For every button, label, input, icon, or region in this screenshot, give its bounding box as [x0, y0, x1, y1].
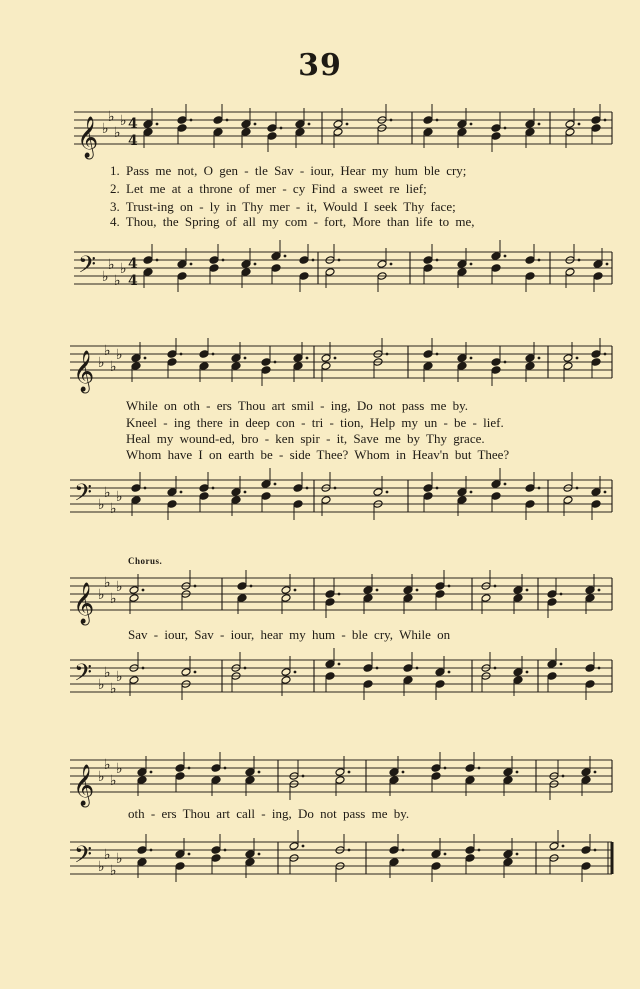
flat-icon: ♭ — [104, 665, 111, 681]
flat-icon: ♭ — [114, 273, 121, 289]
system-brace — [0, 752, 640, 886]
lyric-verse-2: Kneel - ing there in deep con - tri - tion, Help my un - be - lief. — [126, 415, 504, 430]
flat-icon: ♭ — [116, 761, 123, 777]
flat-icon: ♭ — [110, 681, 117, 697]
time-signature-top: 4 — [128, 116, 138, 133]
treble-clef-icon: 𝄞 — [73, 583, 95, 624]
lyric-verse-3: 3. Trust-ing on - ly in Thy mer - it, Would I seek Thy face; — [110, 199, 456, 214]
bass-clef-icon: 𝄢 — [78, 250, 97, 284]
flat-icon: ♭ — [120, 261, 127, 277]
flat-icon: ♭ — [110, 359, 117, 375]
flat-icon: ♭ — [98, 859, 105, 875]
flat-icon: ♭ — [98, 769, 105, 785]
flat-icon: ♭ — [110, 591, 117, 607]
flat-icon: ♭ — [108, 257, 115, 273]
flat-icon: ♭ — [116, 851, 123, 867]
lyric-verse-2: 2. Let me at a throne of mer - cy Find a sweet re lief; — [110, 181, 427, 196]
flat-icon: ♭ — [114, 125, 121, 141]
flat-icon: ♭ — [104, 343, 111, 359]
treble-clef-icon: 𝄞 — [77, 117, 99, 158]
time-signature-top: 4 — [128, 256, 138, 273]
time-signature-bottom: 4 — [128, 133, 138, 149]
flat-icon: ♭ — [104, 485, 111, 501]
system-brace — [0, 112, 640, 300]
bass-clef-icon: 𝄢 — [74, 478, 93, 512]
bass-clef-icon: 𝄢 — [74, 840, 93, 874]
flat-icon: ♭ — [102, 269, 109, 285]
lyric-verse-3: Heal my wound-ed, bro - ken spir - it, Save me by Thy grace. — [126, 431, 485, 446]
flat-icon: ♭ — [98, 587, 105, 603]
treble-clef-icon: 𝄞 — [73, 765, 95, 806]
lyric-chorus-1: Sav - iour, Sav - iour, hear my hum - ble cry, While on — [128, 627, 451, 642]
treble-clef-icon: 𝄞 — [73, 351, 95, 392]
flat-icon: ♭ — [116, 579, 123, 595]
flat-icon: ♭ — [116, 347, 123, 363]
flat-icon: ♭ — [116, 489, 123, 505]
lyric-verse-1: 1. Pass me not, O gen - tle Sav - iour, Hear my hum ble cry; — [110, 163, 467, 178]
flat-icon: ♭ — [110, 501, 117, 517]
flat-icon: ♭ — [116, 669, 123, 685]
lyric-chorus-2: oth - ers Thou art call - ing, Do not pass me by. — [128, 806, 410, 821]
lyric-verse-4: 4. Thou, the Spring of all my com - fort, More than life to me, — [110, 214, 475, 229]
lyric-verse-4: Whom have I on earth be - side Thee? Whom in Heav'n but Thee? — [126, 447, 510, 462]
flat-icon: ♭ — [102, 121, 109, 137]
system-brace — [0, 342, 640, 528]
flat-icon: ♭ — [110, 863, 117, 879]
page-number: 39 — [298, 48, 342, 83]
system-brace — [0, 570, 640, 702]
flat-icon: ♭ — [120, 113, 127, 129]
flat-icon: ♭ — [108, 109, 115, 125]
flat-icon: ♭ — [104, 757, 111, 773]
bass-clef-icon: 𝄢 — [74, 658, 93, 692]
flat-icon: ♭ — [104, 847, 111, 863]
flat-icon: ♭ — [98, 677, 105, 693]
flat-icon: ♭ — [98, 497, 105, 513]
lyric-verse-1: While on oth - ers Thou art smil - ing, Do not pass me by. — [126, 398, 469, 413]
flat-icon: ♭ — [98, 355, 105, 371]
time-signature-bottom: 4 — [128, 273, 138, 289]
chorus-label: Chorus. — [128, 556, 163, 566]
flat-icon: ♭ — [110, 773, 117, 789]
flat-icon: ♭ — [104, 575, 111, 591]
